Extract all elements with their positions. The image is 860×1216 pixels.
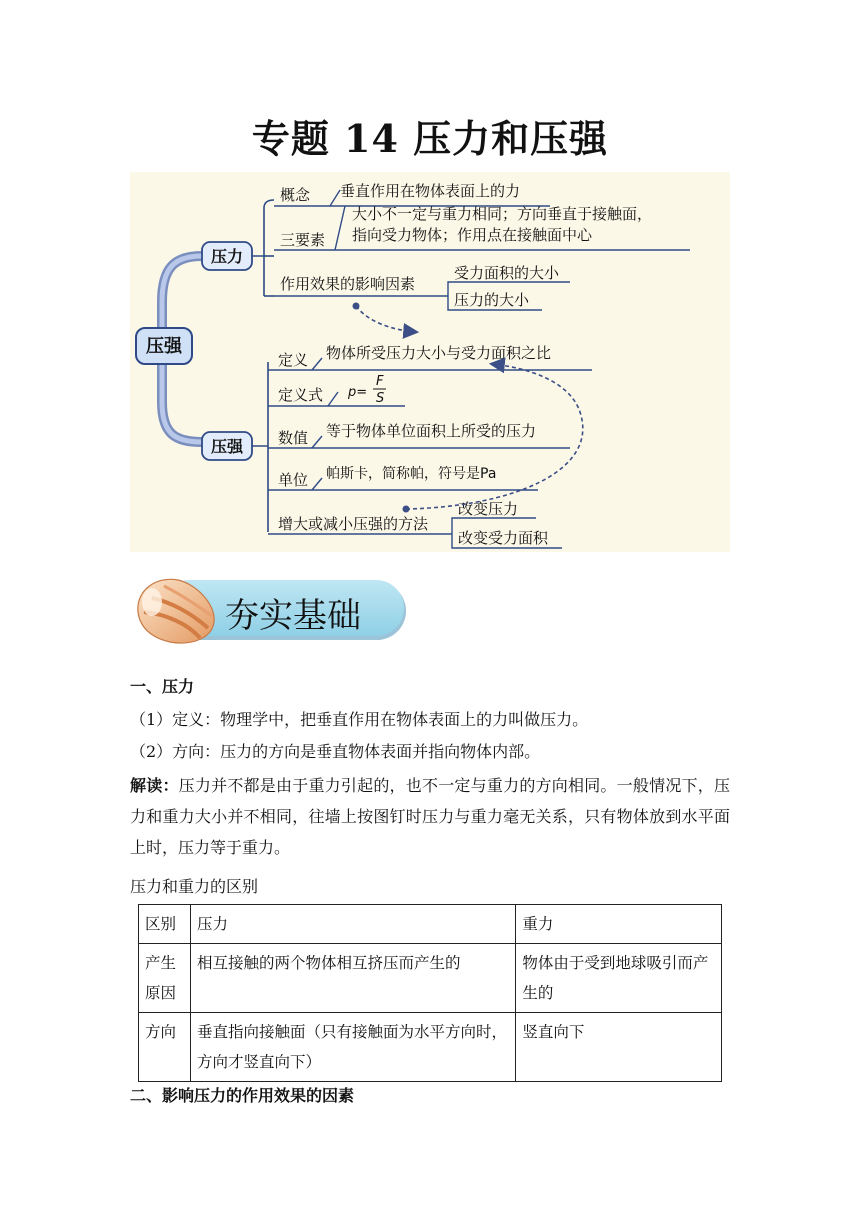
section2-heading: 二、影响压力的作用效果的因素 bbox=[130, 1086, 355, 1105]
table-cell: 方向 bbox=[139, 1013, 191, 1082]
value-label: 数值 bbox=[278, 429, 309, 447]
mind-map-diagram bbox=[130, 172, 730, 552]
section1-direction: （2）方向：压力的方向是垂直物体表面并指向物体内部。 bbox=[130, 742, 541, 761]
formula-lhs: p= bbox=[348, 385, 368, 400]
formula-label: 定义式 bbox=[278, 386, 324, 404]
comparison-table bbox=[138, 904, 722, 1082]
three-elements-text-1: 大小不一定与重力相同；方向垂直于接触面， bbox=[352, 205, 653, 223]
three-elements-text-2: 指向受力物体；作用点在接触面中心 bbox=[352, 226, 593, 244]
definition-label: 定义 bbox=[278, 351, 309, 369]
unit-label: 单位 bbox=[278, 471, 309, 489]
table-header-cell: 压力 bbox=[190, 905, 515, 944]
table-cell: 竖直向下 bbox=[516, 1013, 722, 1082]
table-row bbox=[139, 1013, 722, 1082]
method-change-force: 改变压力 bbox=[458, 500, 519, 518]
table-header-cell: 区别 bbox=[139, 905, 191, 944]
root-label: 压强 bbox=[146, 336, 182, 357]
branch-label-pressure: 压力 bbox=[210, 247, 244, 266]
interpretation-label: 解读： bbox=[130, 776, 179, 795]
table-cell: 物体由于受到地球吸引而产生的 bbox=[516, 944, 722, 1013]
concept-text: 垂直作用在物体表面上的力 bbox=[340, 182, 521, 200]
section1-interpretation bbox=[130, 770, 730, 863]
table-caption: 压力和重力的区别 bbox=[130, 877, 259, 896]
concept-label: 概念 bbox=[280, 186, 311, 204]
table-row bbox=[139, 944, 722, 1013]
table-cell: 相互接触的两个物体相互挤压而产生的 bbox=[190, 944, 515, 1013]
effect-factor-force: 压力的大小 bbox=[454, 291, 530, 309]
effect-factor-area: 受力面积的大小 bbox=[454, 264, 560, 282]
effect-factors-label: 作用效果的影响因素 bbox=[280, 275, 416, 293]
branch-label-pressure-intensity: 压强 bbox=[210, 437, 244, 456]
method-change-area: 改变受力面积 bbox=[458, 529, 549, 547]
formula-denominator: S bbox=[376, 391, 385, 406]
value-text: 等于物体单位面积上所受的压力 bbox=[326, 422, 537, 440]
table-header-cell: 重力 bbox=[516, 905, 722, 944]
formula-numerator: F bbox=[376, 374, 384, 389]
interpretation-text: 压力并不都是由于重力引起的，也不一定与重力的方向相同。一般情况下，压力和重力大小并不相同，往墙上按图钉时压力与重力毫无关系，只有物体放到水平面上时，压力等于重力。 bbox=[130, 776, 730, 857]
three-elements-label: 三要素 bbox=[280, 231, 326, 249]
methods-label: 增大或减小压强的方法 bbox=[278, 515, 429, 533]
table-header-row bbox=[139, 905, 722, 944]
definition-text: 物体所受压力大小与受力面积之比 bbox=[326, 344, 552, 362]
section1-definition: （1）定义：物理学中，把垂直作用在物体表面上的力叫做压力。 bbox=[130, 710, 589, 729]
page-title: 专题 14 压力和压强 bbox=[251, 116, 609, 161]
table-cell: 垂直指向接触面（只有接触面为水平方向时，方向才竖直向下） bbox=[190, 1013, 515, 1082]
banner-title: 夯实基础 bbox=[225, 596, 361, 636]
section1-heading: 一、压力 bbox=[130, 677, 195, 696]
table-cell: 产生原因 bbox=[139, 944, 191, 1013]
unit-text: 帕斯卡，简称帕，符号是Pa bbox=[326, 466, 497, 482]
